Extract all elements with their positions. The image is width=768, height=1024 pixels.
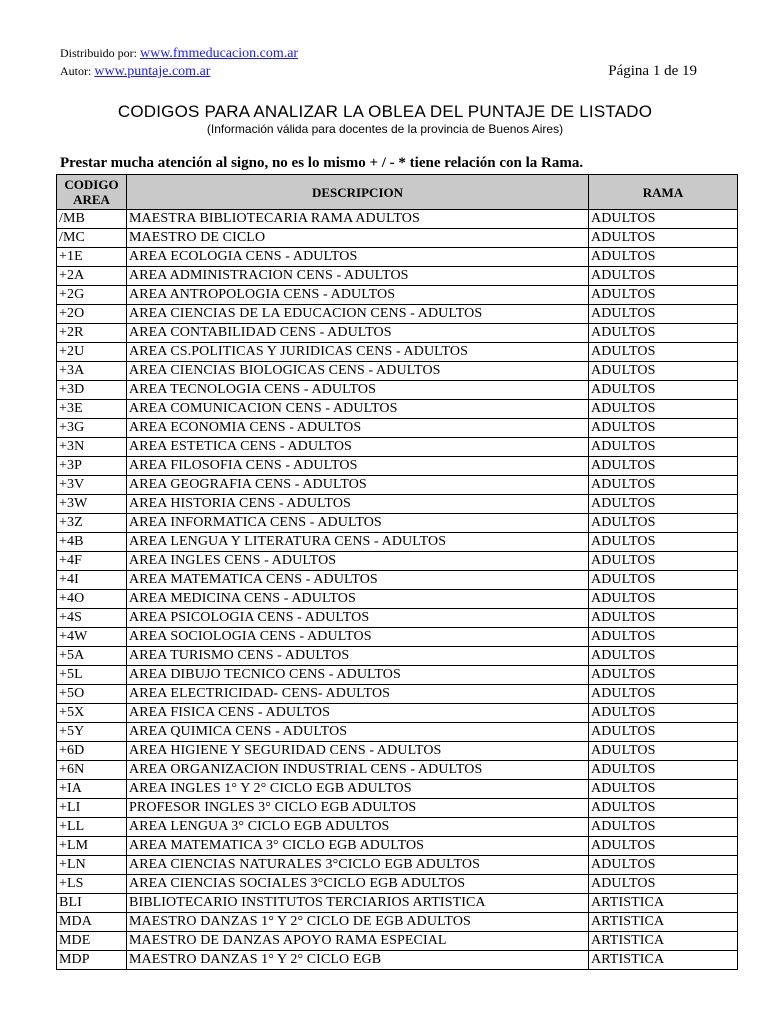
cell-codigo: +6N [57,761,127,780]
codes-table [56,174,738,970]
cell-codigo: +5O [57,685,127,704]
table-row [57,267,738,286]
cell-descripcion: MAESTRO DANZAS 1° Y 2° CICLO DE EGB ADULTOS [127,913,589,932]
table-row [57,704,738,723]
cell-codigo: +3G [57,419,127,438]
cell-descripcion: AREA CONTABILIDAD CENS - ADULTOS [127,324,589,343]
cell-rama: ADULTOS [589,381,738,400]
cell-codigo: +3P [57,457,127,476]
cell-descripcion: AREA INFORMATICA CENS - ADULTOS [127,514,589,533]
cell-rama: ADULTOS [589,533,738,552]
cell-rama: ARTISTICA [589,894,738,913]
cell-codigo: +2A [57,267,127,286]
cell-codigo: +3W [57,495,127,514]
cell-descripcion: AREA TECNOLOGIA CENS - ADULTOS [127,381,589,400]
notice-text: Prestar mucha atención al signo, no es lo mismo + / - * tiene relación con la Rama. [60,155,584,171]
cell-codigo: +2U [57,343,127,362]
cell-codigo: +5Y [57,723,127,742]
cell-rama: ARTISTICA [589,913,738,932]
table-header-row [57,175,738,210]
table-row [57,514,738,533]
cell-descripcion: AREA MEDICINA CENS - ADULTOS [127,590,589,609]
cell-descripcion: AREA DIBUJO TECNICO CENS - ADULTOS [127,666,589,685]
header-rama: RAMA [589,175,738,210]
cell-rama: ADULTOS [589,457,738,476]
cell-rama: ARTISTICA [589,951,738,970]
cell-descripcion: AREA HISTORIA CENS - ADULTOS [127,495,589,514]
cell-rama: ADULTOS [589,305,738,324]
cell-codigo: MDE [57,932,127,951]
cell-rama: ADULTOS [589,761,738,780]
cell-rama: ADULTOS [589,685,738,704]
cell-codigo: +5X [57,704,127,723]
cell-codigo: /MC [57,229,127,248]
cell-codigo: MDP [57,951,127,970]
table-row [57,647,738,666]
cell-codigo: +LL [57,818,127,837]
page-number: Página 1 de 19 [608,63,697,79]
cell-descripcion: AREA MATEMATICA CENS - ADULTOS [127,571,589,590]
cell-descripcion: PROFESOR INGLES 3° CICLO EGB ADULTOS [127,799,589,818]
cell-codigo: +4F [57,552,127,571]
table-row [57,628,738,647]
header-codigo-area [57,175,127,210]
table-row [57,229,738,248]
cell-descripcion: AREA MATEMATICA 3° CICLO EGB ADULTOS [127,837,589,856]
cell-rama: ADULTOS [589,704,738,723]
cell-descripcion: AREA ORGANIZACION INDUSTRIAL CENS - ADULTOS [127,761,589,780]
cell-rama: ADULTOS [589,438,738,457]
cell-rama: ADULTOS [589,628,738,647]
table-row [57,685,738,704]
cell-rama: ADULTOS [589,552,738,571]
cell-codigo: +3N [57,438,127,457]
table-row [57,533,738,552]
cell-descripcion: MAESTRO DE CICLO [127,229,589,248]
cell-rama: ADULTOS [589,419,738,438]
cell-descripcion: AREA INGLES CENS - ADULTOS [127,552,589,571]
cell-descripcion: AREA ELECTRICIDAD- CENS- ADULTOS [127,685,589,704]
header-codigo-line1: CODIGO [64,177,119,192]
cell-rama: ADULTOS [589,495,738,514]
document-title: CODIGOS PARA ANALIZAR LA OBLEA DEL PUNTAJE DE LISTADO [117,102,653,121]
table-row [57,286,738,305]
table-row [57,818,738,837]
cell-descripcion: AREA LENGUA Y LITERATURA CENS - ADULTOS [127,533,589,552]
distributor-line [60,46,298,62]
table-row [57,875,738,894]
cell-descripcion: AREA PSICOLOGIA CENS - ADULTOS [127,609,589,628]
cell-codigo: +4B [57,533,127,552]
cell-rama: ADULTOS [589,514,738,533]
cell-descripcion: MAESTRO DANZAS 1° Y 2° CICLO EGB [127,951,589,970]
cell-rama: ADULTOS [589,742,738,761]
cell-codigo: +1E [57,248,127,267]
cell-rama: ADULTOS [589,324,738,343]
document-subtitle: (Información válida para docentes de la provincia de Buenos Aires) [206,122,564,136]
cell-descripcion: AREA ECOLOGIA CENS - ADULTOS [127,248,589,267]
table-row [57,210,738,229]
cell-descripcion: AREA TURISMO CENS - ADULTOS [127,647,589,666]
cell-codigo: +2G [57,286,127,305]
cell-codigo: +3A [57,362,127,381]
author-line [60,64,210,80]
cell-rama: ADULTOS [589,343,738,362]
cell-rama: ADULTOS [589,571,738,590]
cell-descripcion: AREA CS.POLITICAS Y JURIDICAS CENS - ADULTOS [127,343,589,362]
cell-rama: ADULTOS [589,609,738,628]
table-row [57,457,738,476]
cell-descripcion: AREA COMUNICACION CENS - ADULTOS [127,400,589,419]
cell-rama: ADULTOS [589,780,738,799]
cell-descripcion: AREA LENGUA 3° CICLO EGB ADULTOS [127,818,589,837]
cell-rama: ADULTOS [589,400,738,419]
table-row [57,913,738,932]
cell-codigo: +IA [57,780,127,799]
cell-codigo: +2O [57,305,127,324]
cell-codigo: +3E [57,400,127,419]
table-row [57,894,738,913]
cell-rama: ADULTOS [589,723,738,742]
cell-descripcion: AREA FISICA CENS - ADULTOS [127,704,589,723]
cell-codigo: MDA [57,913,127,932]
cell-descripcion: BIBLIOTECARIO INSTITUTOS TERCIARIOS ARTISTICA [127,894,589,913]
cell-rama: ADULTOS [589,590,738,609]
table-row [57,248,738,267]
cell-rama: ADULTOS [589,666,738,685]
distributor-link[interactable]: www.fmmeducacion.com.ar [140,46,299,61]
cell-rama: ADULTOS [589,210,738,229]
table-row [57,590,738,609]
cell-codigo: +LS [57,875,127,894]
cell-codigo: BLI [57,894,127,913]
cell-codigo: +4W [57,628,127,647]
cell-descripcion: AREA SOCIOLOGIA CENS - ADULTOS [127,628,589,647]
table-body [57,210,738,970]
cell-descripcion: AREA CIENCIAS NATURALES 3°CICLO EGB ADULTOS [127,856,589,875]
cell-rama: ADULTOS [589,799,738,818]
cell-descripcion: AREA INGLES 1° Y 2° CICLO EGB ADULTOS [127,780,589,799]
table-row [57,400,738,419]
cell-rama: ADULTOS [589,647,738,666]
table-row [57,343,738,362]
cell-codigo: +LN [57,856,127,875]
table-row [57,305,738,324]
table-row [57,609,738,628]
header-descripcion: DESCRIPCION [127,175,589,210]
cell-descripcion: AREA QUIMICA CENS - ADULTOS [127,723,589,742]
cell-rama: ADULTOS [589,229,738,248]
cell-rama: ADULTOS [589,248,738,267]
table-row [57,780,738,799]
table-row [57,761,738,780]
cell-descripcion: AREA FILOSOFIA CENS - ADULTOS [127,457,589,476]
table-row [57,932,738,951]
table-row [57,571,738,590]
cell-rama: ADULTOS [589,476,738,495]
cell-codigo: +LI [57,799,127,818]
codes-table-container [56,174,738,970]
cell-rama: ADULTOS [589,856,738,875]
table-row [57,951,738,970]
cell-codigo: +2R [57,324,127,343]
cell-rama: ADULTOS [589,267,738,286]
table-row [57,837,738,856]
distributor-label: Distribuido por: [60,46,137,60]
cell-rama: ADULTOS [589,875,738,894]
table-row [57,324,738,343]
cell-codigo: +6D [57,742,127,761]
cell-descripcion: AREA ECONOMIA CENS - ADULTOS [127,419,589,438]
cell-descripcion: MAESTRA BIBLIOTECARIA RAMA ADULTOS [127,210,589,229]
cell-codigo: +5L [57,666,127,685]
cell-descripcion: AREA ESTETICA CENS - ADULTOS [127,438,589,457]
cell-descripcion: AREA HIGIENE Y SEGURIDAD CENS - ADULTOS [127,742,589,761]
cell-rama: ADULTOS [589,837,738,856]
table-row [57,742,738,761]
cell-descripcion: MAESTRO DE DANZAS APOYO RAMA ESPECIAL [127,932,589,951]
cell-codigo: +4I [57,571,127,590]
cell-descripcion: AREA CIENCIAS SOCIALES 3°CICLO EGB ADULTOS [127,875,589,894]
author-link[interactable]: www.puntaje.com.ar [94,64,211,79]
cell-descripcion: AREA CIENCIAS BIOLOGICAS CENS - ADULTOS [127,362,589,381]
cell-codigo: /MB [57,210,127,229]
cell-codigo: +3V [57,476,127,495]
cell-codigo: +3D [57,381,127,400]
table-row [57,552,738,571]
table-row [57,438,738,457]
cell-codigo: +5A [57,647,127,666]
cell-rama: ADULTOS [589,818,738,837]
table-row [57,666,738,685]
table-row [57,381,738,400]
cell-descripcion: AREA GEOGRAFIA CENS - ADULTOS [127,476,589,495]
cell-rama: ARTISTICA [589,932,738,951]
cell-descripcion: AREA ADMINISTRACION CENS - ADULTOS [127,267,589,286]
table-row [57,856,738,875]
cell-rama: ADULTOS [589,362,738,381]
table-row [57,799,738,818]
table-row [57,495,738,514]
table-row [57,362,738,381]
cell-rama: ADULTOS [589,286,738,305]
cell-codigo: +4S [57,609,127,628]
table-row [57,476,738,495]
cell-descripcion: AREA ANTROPOLOGIA CENS - ADULTOS [127,286,589,305]
header-codigo-line2: AREA [73,192,110,207]
cell-codigo: +3Z [57,514,127,533]
table-row [57,723,738,742]
table-row [57,419,738,438]
cell-descripcion: AREA CIENCIAS DE LA EDUCACION CENS - ADULTOS [127,305,589,324]
author-label: Autor: [60,64,92,78]
cell-codigo: +LM [57,837,127,856]
cell-codigo: +4O [57,590,127,609]
